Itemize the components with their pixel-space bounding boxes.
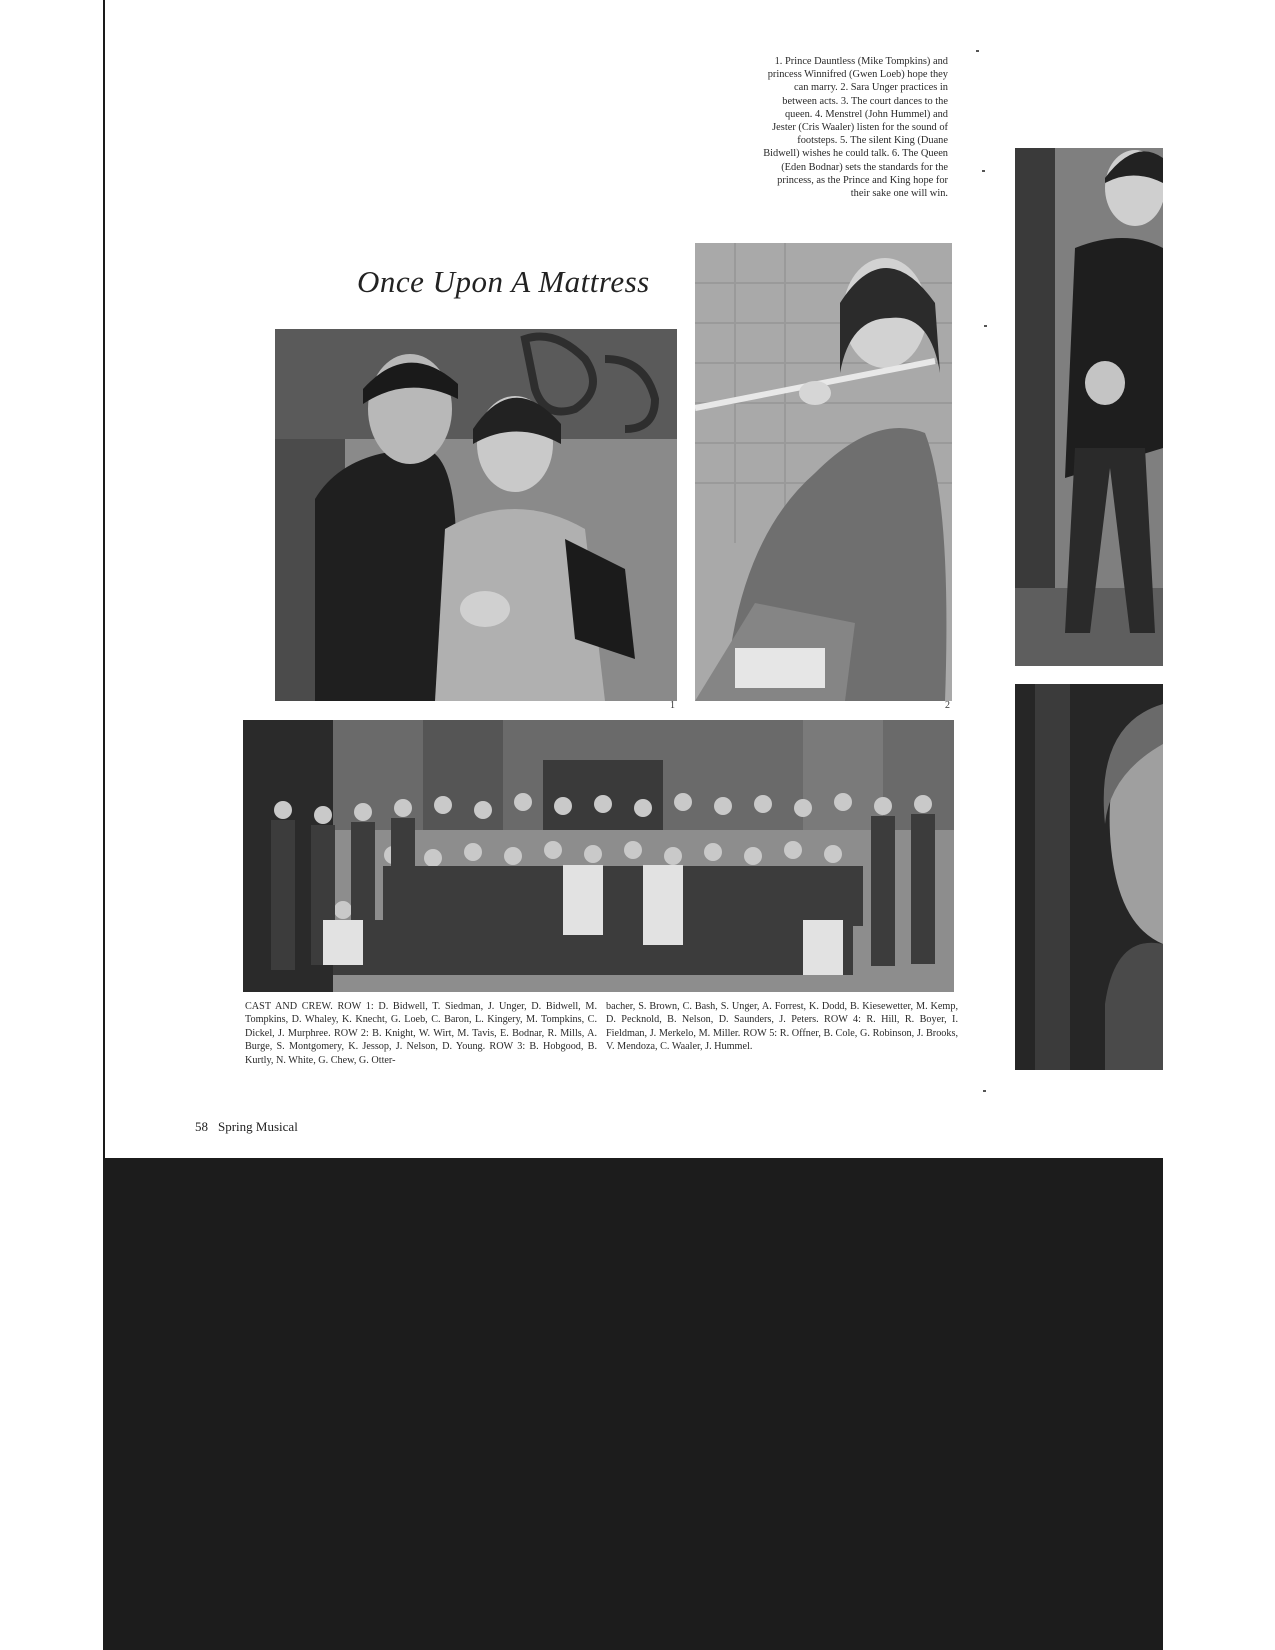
page-title: Once Upon A Mattress (357, 264, 650, 299)
photo-captions: 1. Prince Dauntless (Mike Tompkins) and princess Winnifred (Gwen Loeb) hope they can marry. 2. Sara Unger practices in between acts. 3. The court dances to the queen. 4. Menstrel (John Hummel) and Jester (Cris Waaler) listen for the sound of footsteps. 5. The silent King (Duane Bidwell) wishes he could talk. 6. The Queen (Eden Bodnar) sets the standards for the princess, as the Prince and King hope for their sake one will win. (763, 56, 948, 200)
photo-number-1: 1 (670, 700, 675, 711)
photo-flute-player (695, 243, 952, 701)
scan-speck (983, 1090, 986, 1092)
folio (195, 1119, 308, 1135)
cast-caption-right: bacher, S. Brown, C. Bash, S. Unger, A. Forrest, K. Dodd, B. Kiesewetter, M. Kemp, D. Pecknold, B. Nelson, D. Saunders, J. Peters. ROW 4: R. Hill, R. Boyer, I. Fieldman, J. Merkelo, M. Miller. ROW 5: R. Offner, B. Cole, G. Robinson, J. Brooks, V. Mendoza, C. Waaler, J. Hummel. (606, 1001, 958, 1053)
photo-cast-and-crew (243, 720, 954, 992)
scan-speck (976, 50, 979, 52)
scan-right-margin (1163, 0, 1275, 1650)
photo-face-closeup (1015, 684, 1163, 1070)
cast-caption-left: CAST AND CREW. ROW 1: D. Bidwell, T. Siedman, J. Unger, D. Bidwell, M. Tompkins, D. Whaley, K. Knecht, G. Loeb, C. Baron, L. Kingery, M. Tompkins, C. Dickel, J. Murphree. ROW 2: B. Knight, W. Wirt, M. Tavis, E. Bodnar, R. Mills, A. Burge, S. Montgomery, K. Jessop, J. Nelson, D. Young. ROW 3: B. Hobgood, B. Kurtly, N. White, G. Chew, G. Otter- (245, 1001, 597, 1066)
photo-number-2: 2 (945, 700, 950, 711)
photo-prince-and-princess (275, 329, 677, 701)
scan-left-margin (0, 0, 103, 1650)
scan-background-bottom (103, 1158, 1163, 1650)
photo-standing-figure (1015, 148, 1163, 666)
scan-speck (982, 170, 985, 172)
scan-speck (984, 325, 987, 327)
section-name: Spring Musical (218, 1119, 298, 1134)
page-number: 58 (195, 1119, 208, 1134)
